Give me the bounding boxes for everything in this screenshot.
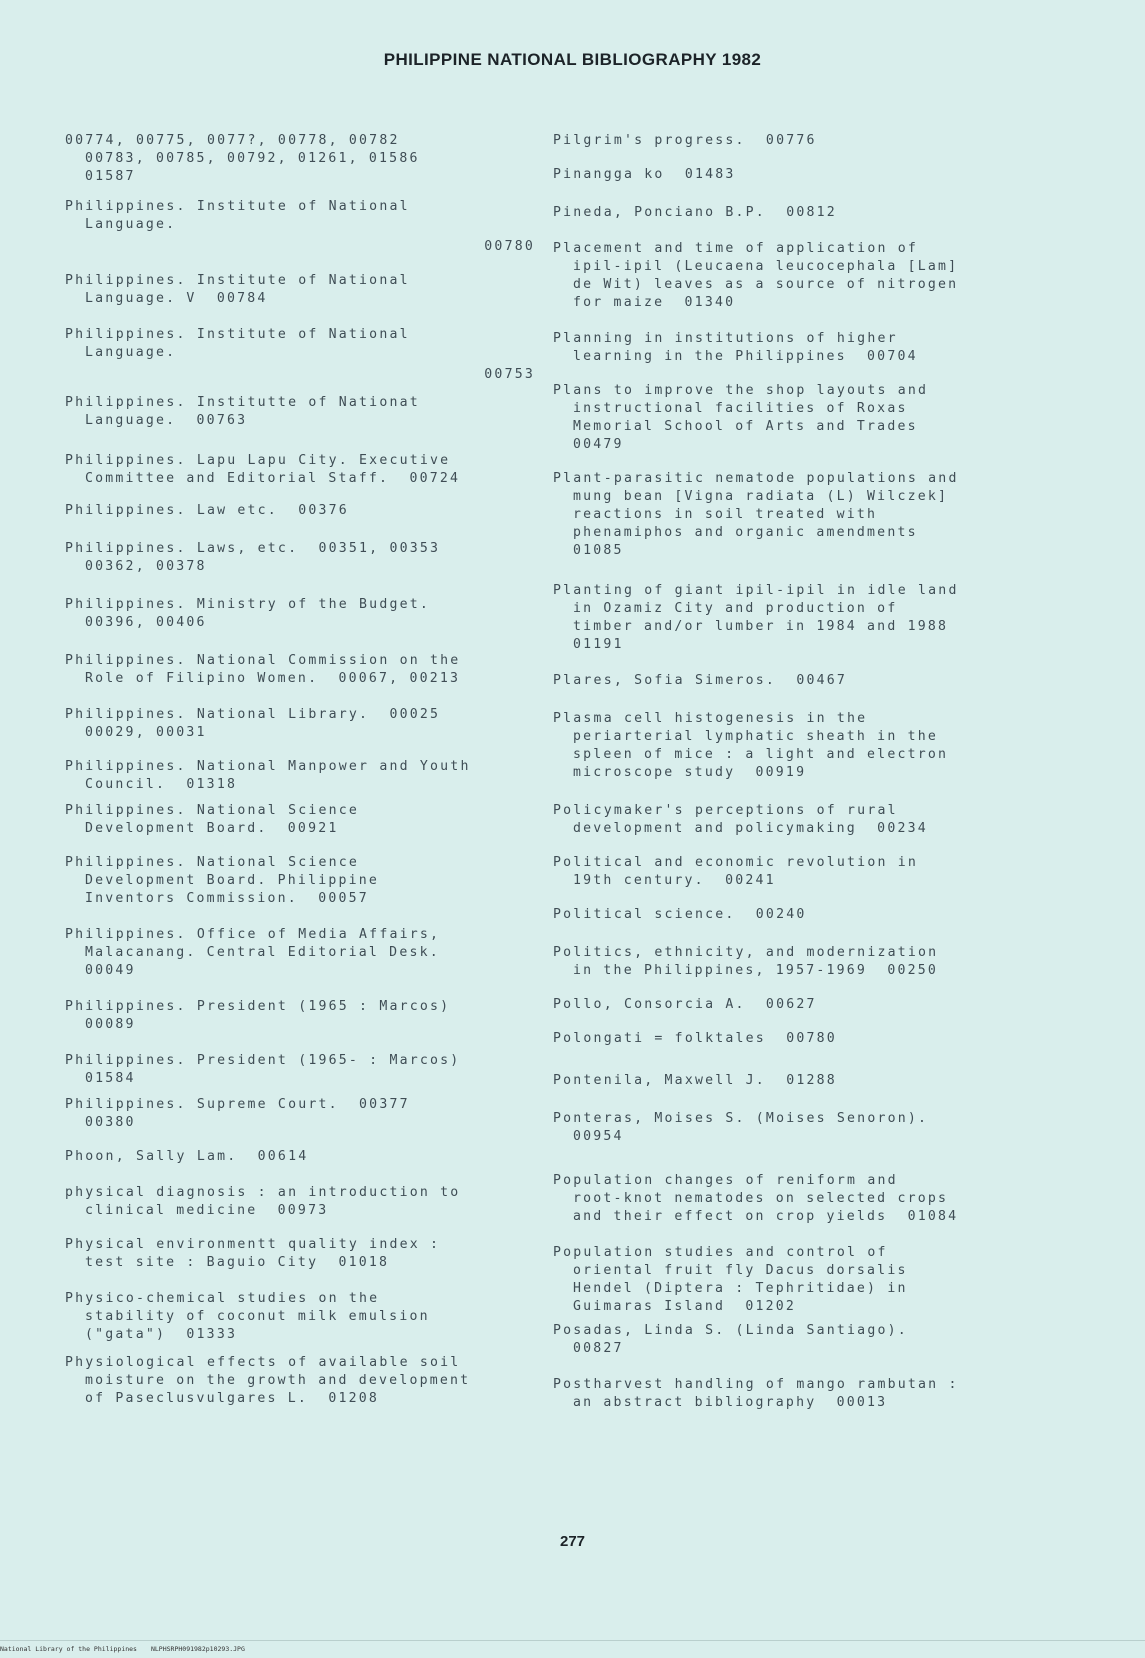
entry-heading: Philippines. Office of Media Affairs, [65, 927, 441, 942]
index-entry [65, 1236, 535, 1272]
entry-continuation: and their effect on crop yields 01084 [573, 1209, 959, 1224]
entry-heading: Phoon, Sally Lam. 00614 [65, 1149, 309, 1164]
index-entry [553, 166, 1033, 184]
index-entry [65, 394, 535, 430]
entry-heading: Politics, ethnicity, and modernization [553, 945, 939, 960]
entry-continuation: Language. V 00784 [85, 291, 268, 306]
index-entry [65, 652, 535, 688]
entry-continuation: learning in the Philippines 00704 [573, 349, 918, 364]
entry-heading: Placement and time of application of [553, 241, 919, 256]
entry-heading: Population changes of reniform and [553, 1173, 898, 1188]
entry-heading: Posadas, Linda S. (Linda Santiago). [553, 1323, 908, 1338]
page-number: 277 [559, 1533, 586, 1550]
index-entry [65, 326, 535, 384]
entry-heading: Philippines. Institutte of Nationat [65, 395, 420, 410]
entry-continuation: 19th century. 00241 [573, 873, 776, 888]
entry-continuation: Development Board. Philippine [85, 873, 380, 888]
index-entry [65, 926, 535, 980]
index-entry [553, 1030, 1033, 1048]
entry-continuation: ipil-ipil (Leucaena leucocephala [Lam] [573, 259, 959, 274]
index-entry [553, 906, 1033, 924]
entry-heading: Philippines. Ministry of the Budget. [65, 597, 431, 612]
entry-continuation: an abstract bibliography 00013 [573, 1395, 888, 1410]
entry-continuation: Guimaras Island 01202 [573, 1299, 797, 1314]
entry-heading: Political and economic revolution in [553, 855, 919, 870]
index-entry [553, 710, 1033, 782]
index-entry [553, 1110, 1033, 1146]
entry-continuation: 01587 [85, 169, 136, 184]
index-entry [553, 470, 1033, 560]
index-entry [553, 240, 1033, 312]
entry-heading: Polongati = folktales 00780 [553, 1031, 837, 1046]
entry-continuation: Council. 01318 [85, 777, 238, 792]
entry-continuation: instructional facilities of Roxas [573, 401, 908, 416]
entry-heading: Philippines. Institute of National [65, 327, 410, 342]
entry-continuation: periarterial lymphatic sheath in the [573, 729, 939, 744]
entry-continuation: test site : Baguio City 01018 [85, 1255, 390, 1270]
entry-continuation: Memorial School of Arts and Trades [573, 419, 918, 434]
index-entry [553, 1376, 1033, 1412]
entry-heading: Postharvest handling of mango rambutan : [553, 1377, 959, 1392]
entry-continuation: phenamiphos and organic amendments [573, 525, 918, 540]
entry-heading: Philippines. National Science [65, 803, 360, 818]
index-entry [65, 706, 535, 742]
entry-continuation: 00954 [573, 1129, 624, 1144]
entry-heading: Plares, Sofia Simeros. 00467 [553, 673, 848, 688]
entry-heading: Physical environmentt quality index : [65, 1237, 441, 1252]
scan-edge-line [0, 1640, 1145, 1641]
entry-heading: Philippines. President (1965- : Marcos) [65, 1053, 461, 1068]
index-entry [553, 132, 1033, 150]
index-entry [65, 998, 535, 1034]
entry-continuation: Language. [85, 217, 177, 232]
entry-continuation: Development Board. 00921 [85, 821, 339, 836]
entry-continuation: 01191 [573, 637, 624, 652]
index-entry [553, 204, 1033, 222]
entry-continuation: 00380 [85, 1115, 136, 1130]
entry-heading: Plasma cell histogenesis in the [553, 711, 868, 726]
index-entry [65, 1096, 535, 1132]
entry-continuation: 00089 [85, 1017, 136, 1032]
entry-continuation: 01584 [85, 1071, 136, 1086]
index-entry [65, 198, 535, 256]
entry-heading: Philippines. Lapu Lapu City. Executive [65, 453, 451, 468]
scan-file-name: NLPHSRPH091982p10293.JPG [150, 1645, 245, 1653]
entry-heading: Philippines. Law etc. 00376 [65, 503, 349, 518]
entry-heading: Pineda, Ponciano B.P. 00812 [553, 205, 837, 220]
index-entry [553, 1244, 1033, 1316]
index-entry [65, 854, 535, 908]
scan-footer [0, 1645, 245, 1653]
entry-heading: Philippines. President (1965 : Marcos) [65, 999, 451, 1014]
entry-continuation: oriental fruit fly Dacus dorsalis [573, 1263, 908, 1278]
entry-heading: Physico-chemical studies on the [65, 1291, 380, 1306]
page-title: PHILIPPINE NATIONAL BIBLIOGRAPHY 1982 [383, 50, 762, 69]
entry-heading: Pontenila, Maxwell J. 01288 [553, 1073, 837, 1088]
entry-continuation: moisture on the growth and development [85, 1373, 471, 1388]
entry-heading: Philippines. National Manpower and Youth [65, 759, 471, 774]
index-entry [553, 1172, 1033, 1226]
entry-record-number: 00753 [484, 367, 535, 382]
entry-continuation: ("gata") 01333 [85, 1327, 238, 1342]
entry-continuation: Hendel (Diptera : Tephritidae) in [573, 1281, 908, 1296]
entry-heading: 00774, 00775, 0077?, 00778, 00782 [65, 133, 400, 148]
entry-continuation: stability of coconut milk emulsion [85, 1309, 430, 1324]
entry-heading: physical diagnosis : an introduction to [65, 1185, 461, 1200]
entry-continuation: Malacanang. Central Editorial Desk. [85, 945, 440, 960]
entry-heading: Philippines. Supreme Court. 00377 [65, 1097, 410, 1112]
entry-heading: Philippines. Institute of National [65, 199, 410, 214]
index-entry [553, 1322, 1033, 1358]
entry-continuation: 00029, 00031 [85, 725, 207, 740]
entry-continuation: 00479 [573, 437, 624, 452]
index-entry [553, 1072, 1033, 1090]
entry-heading: Pollo, Consorcia A. 00627 [553, 997, 817, 1012]
entry-heading: Planting of giant ipil-ipil in idle land [553, 583, 959, 598]
entry-heading: Philippines. Laws, etc. 00351, 00353 [65, 541, 441, 556]
entry-continuation: for maize 01340 [573, 295, 736, 310]
entry-record-number: 00780 [484, 239, 535, 254]
entry-heading: Plant-parasitic nematode populations and [553, 471, 959, 486]
index-entry [553, 802, 1033, 838]
entry-continuation: of Paseclusvulgares L. 01208 [85, 1391, 380, 1406]
entry-continuation: development and policymaking 00234 [573, 821, 928, 836]
entry-continuation: 00362, 00378 [85, 559, 207, 574]
library-credit: National Library of the Philippines [0, 1645, 137, 1653]
index-entry [553, 944, 1033, 980]
index-entry [553, 854, 1033, 890]
entry-continuation: in Ozamiz City and production of [573, 601, 898, 616]
entry-continuation: de Wit) leaves as a source of nitrogen [573, 277, 959, 292]
entry-heading: Policymaker's perceptions of rural [553, 803, 898, 818]
index-entry [65, 540, 535, 576]
index-entry [65, 1354, 535, 1408]
entry-continuation: Language. [85, 345, 177, 360]
entry-heading: Pilgrim's progress. 00776 [553, 133, 817, 148]
entry-continuation: clinical medicine 00973 [85, 1203, 329, 1218]
entry-continuation: 00827 [573, 1341, 624, 1356]
entry-continuation: mung bean [Vigna radiata (L) Wilczek] [573, 489, 949, 504]
entry-continuation: 00783, 00785, 00792, 01261, 01586 [85, 151, 420, 166]
entry-continuation: microscope study 00919 [573, 765, 807, 780]
entry-continuation: Role of Filipino Women. 00067, 00213 [85, 671, 461, 686]
entry-continuation: reactions in soil treated with [573, 507, 878, 522]
index-entry [65, 758, 535, 794]
entry-heading: Philippines. National Commission on the [65, 653, 461, 668]
entry-heading: Population studies and control of [553, 1245, 888, 1260]
entry-continuation: spleen of mice : a light and electron [573, 747, 949, 762]
entry-continuation: 00396, 00406 [85, 615, 207, 630]
index-entry [65, 1148, 535, 1166]
entry-continuation: in the Philippines, 1957-1969 00250 [573, 963, 939, 978]
index-entry [65, 1184, 535, 1220]
index-entry [65, 1052, 535, 1088]
index-entry [553, 382, 1033, 454]
index-entry [65, 1290, 535, 1344]
entry-heading: Philippines. National Library. 00025 [65, 707, 441, 722]
entry-heading: Philippines. National Science [65, 855, 360, 870]
entry-heading: Planning in institutions of higher [553, 331, 898, 346]
index-entry [553, 672, 1033, 690]
index-entry [553, 996, 1033, 1014]
index-entry [65, 502, 535, 520]
entry-heading: Philippines. Institute of National [65, 273, 410, 288]
index-entry [65, 132, 535, 186]
index-entry [65, 452, 535, 488]
entry-continuation: timber and/or lumber in 1984 and 1988 [573, 619, 949, 634]
index-entry [65, 802, 535, 838]
entry-continuation: 00049 [85, 963, 136, 978]
entry-heading: Pinangga ko 01483 [553, 167, 736, 182]
entry-heading: Physiological effects of available soil [65, 1355, 461, 1370]
entry-continuation: Committee and Editorial Staff. 00724 [85, 471, 461, 486]
entry-heading: Political science. 00240 [553, 907, 807, 922]
entry-continuation: Inventors Commission. 00057 [85, 891, 369, 906]
index-entry [65, 596, 535, 632]
entry-continuation: Language. 00763 [85, 413, 248, 428]
entry-heading: Ponteras, Moises S. (Moises Senoron). [553, 1111, 929, 1126]
index-entry [65, 272, 535, 308]
entry-continuation: root-knot nematodes on selected crops [573, 1191, 949, 1206]
index-entry [553, 330, 1033, 366]
index-entry [553, 582, 1033, 654]
entry-heading: Plans to improve the shop layouts and [553, 383, 929, 398]
entry-continuation: 01085 [573, 543, 624, 558]
